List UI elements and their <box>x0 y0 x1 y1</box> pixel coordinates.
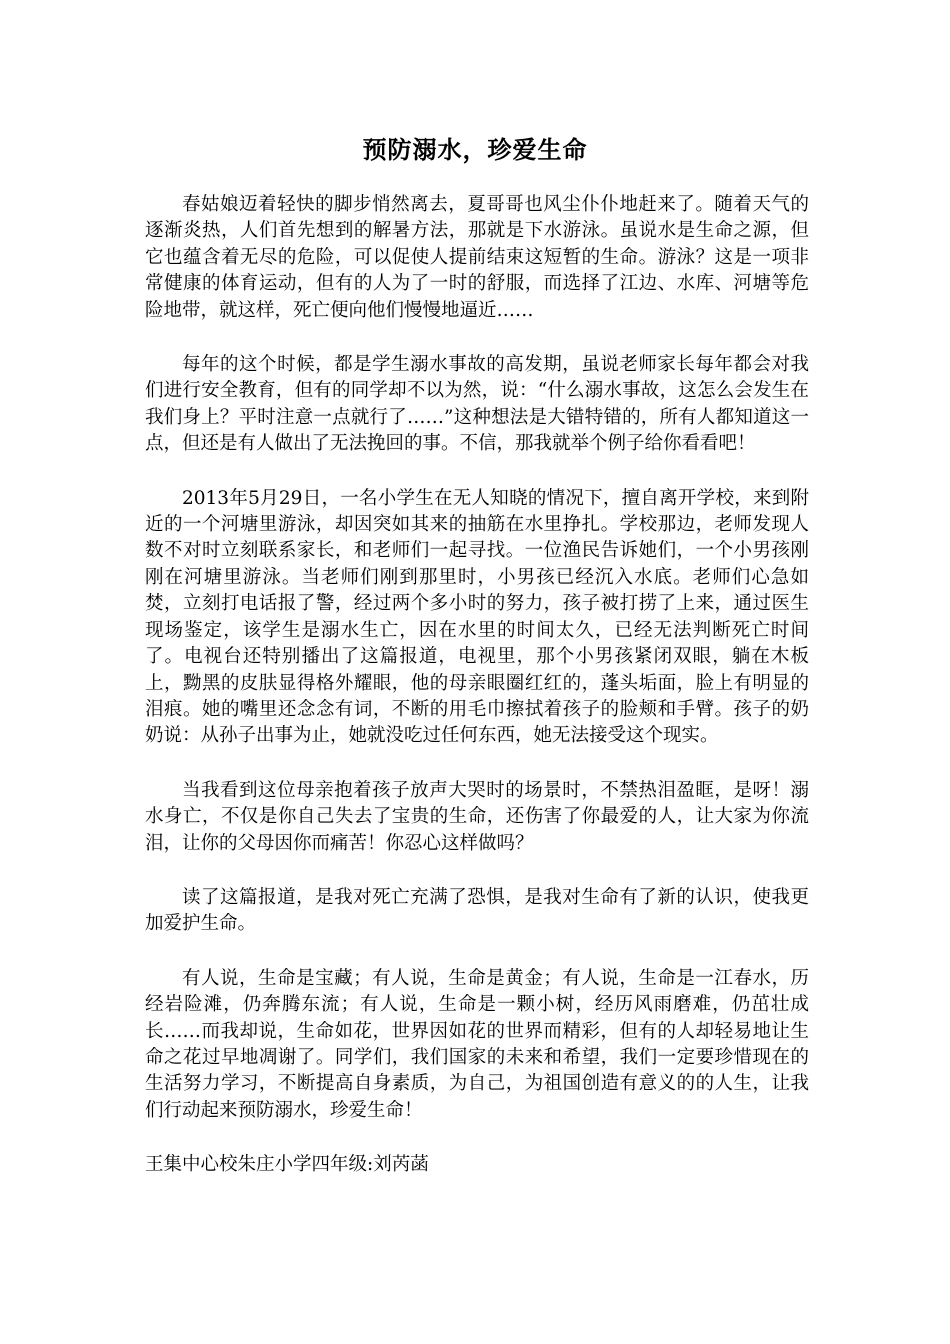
paragraph-4: 当我看到这位母亲抱着孩子放声大哭时的场景时，不禁热泪盈眶，是呀！溺水身亡，不仅是你自己失去了宝贵的生命，还伤害了你最爱的人，让大家为你流泪，让你的父母因你而痛苦！你忍心这样做吗？ <box>145 779 809 854</box>
document-body <box>145 192 809 1179</box>
document-title: 预防溺水，珍爱生命 <box>362 135 588 164</box>
paragraph-6: 有人说，生命是宝藏；有人说，生命是黄金；有人说，生命是一江春水，历经岩险滩，仍奔腾东流；有人说，生命是一颗小树，经历风雨磨难，仍茁壮成长……而我却说，生命如花，世界因如花的世界而精彩，但有的人却轻易地让生命之花过早地凋谢了。同学们，我们国家的未来和希望，我们一定要珍惜现在的生活努力学习，不断提高自身素质，为自己，为祖国创造有意义的的人生，让我们行动起来预防溺水，珍爱生命！ <box>145 967 809 1121</box>
paragraph-5: 读了这篇报道，是我对死亡充满了恐惧，是我对生命有了新的认识，使我更加爱护生命。 <box>145 886 809 935</box>
paragraph-1: 春姑娘迈着轻快的脚步悄然离去，夏哥哥也风尘仆仆地赶来了。随着天气的逐渐炎热，人们首先想到的解暑方法，那就是下水游泳。虽说水是生命之源，但它也蕴含着无尽的危险，可以促使人提前结束这短暂的生命。游泳？这是一项非常健康的体育运动，但有的人为了一时的舒服，而选择了江边、水库、河塘等危险地带，就这样，死亡便向他们慢慢地逼近…… <box>145 194 809 321</box>
paragraph-3: 2013年5月29日，一名小学生在无人知晓的情况下，擅自离开学校，来到附近的一个河塘里游泳，却因突如其来的抽筋在水里挣扎。学校那边，老师发现人数不对时立刻联系家长，和老师们一起寻找。一位渔民告诉她们，一个小男孩刚刚在河塘里游泳。当老师们刚到那里时，小男孩已经沉入水底。老师们心急如焚，立刻打电话报了警，经过两个多小时的努力，孩子被打捞了上来，通过医生现场鉴定，该学生是溺水生亡，因在水里的时间太久，已经无法判断死亡时间了。电视台还特别播出了这篇报道，电视里，那个小男孩紧闭双眼，躺在木板上，黝黑的皮肤显得格外耀眼，他的母亲眼圈红红的，蓬头垢面，脸上有明显的泪痕。她的嘴里还念念有词，不断的用毛巾擦拭着孩子的脸颊和手臂。孩子的奶奶说：从孙子出事为止，她就没吃过任何东西，她无法接受这个现实。 <box>145 487 809 747</box>
paragraph-2: 每年的这个时候，都是学生溺水事故的高发期，虽说老师家长每年都会对我们进行安全教育，但有的同学却不以为然，说：“什么溺水事故，这怎么会发生在我们身上？平时注意一点就行了……”这种想法是大错特错的，所有人都知道这一点，但还是有人做出了无法挽回的事。不信，那我就举个例子给你看看吧！ <box>145 354 809 455</box>
author-signature: 王集中心校朱庄小学四年级:刘芮菡 <box>145 1154 429 1176</box>
